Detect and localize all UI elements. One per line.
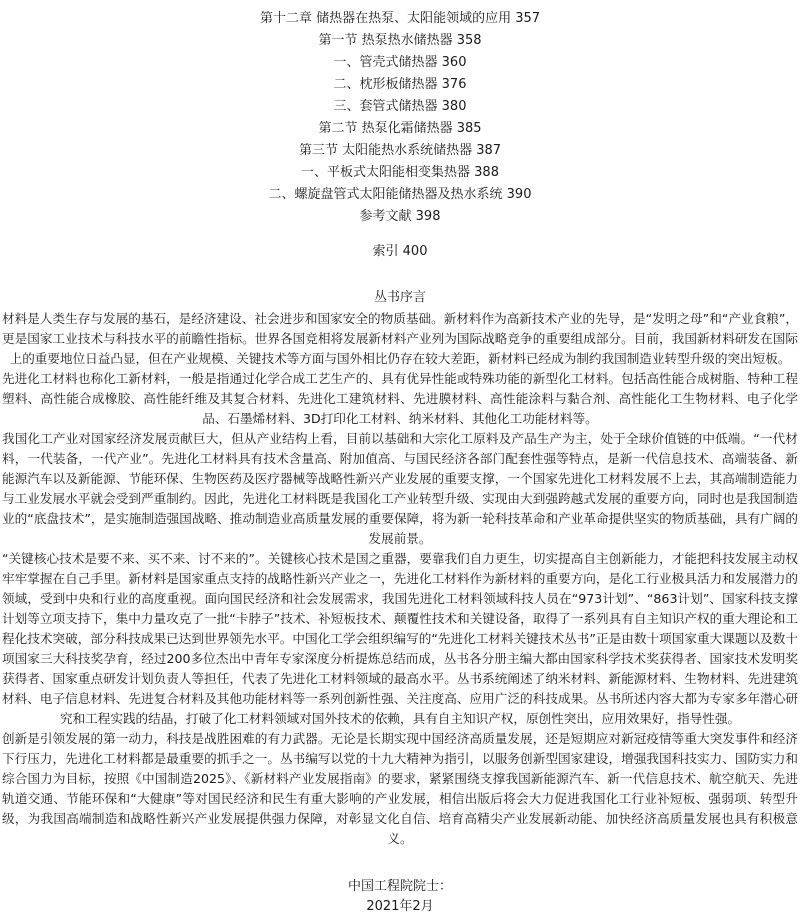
toc-entry-item-1: 一、管壳式储热器 360 [333, 55, 467, 70]
toc-entry-item-5: 二、螺旋盘管式太阳能储热器及热水系统 390 [268, 187, 532, 202]
preface-title: 丛书序言 [373, 290, 426, 305]
toc-entry-item-4: 一、平板式太阳能相变集热器 388 [301, 165, 499, 180]
preface-paragraph: 先进化工材料也称化工新材料，一般是指通过化学合成工艺生产的、具有优异性能或特殊功能的新型化工材料。包括高性能合成树脂、特种工程塑料、高性能合成橡胶、高性能纤维及其复合材料、先进化工建筑材料、先进膜材料、高性能涂料与黏合剂、高性能化工生物材料、电子化学品、石墨烯材料、3D打印化工材料、纳米材料、其他化工功能材料等。 [2, 371, 798, 426]
toc-entry-item-2: 二、枕形板储热器 376 [333, 77, 467, 92]
toc-entry-chapter-12: 第十二章 储热器在热泵、太阳能领域的应用 357 [259, 11, 541, 26]
preface-paragraph: 材料是人类生存与发展的基石，是经济建设、社会进步和国家安全的物质基础。新材料作为高新技术产业的先导，是“发明之母”和“产业食粮”，更是国家工业技术与科技水平的前瞻性指标。世界各国竞相将发展新材料产业列为国际战略竞争的重要组成部分。目前，我国新材料研发在国际上的重要地位日益凸显，但在产业规模、关键技术等方面与国外相比仍存在较大差距，新材料已经成为制约我国制造业转型升级的突出短板。 [2, 311, 798, 366]
toc-entry-index: 索引 400 [372, 244, 428, 259]
preface-paragraph: 我国化工产业对国家经济发展贡献巨大，但从产业结构上看，目前以基础和大宗化工原料及产品生产为主，处于全球价值链的中低端。“一代材料，一代装备，一代产业”。先进化工材料具有技术含量高、附加值高、与国民经济各部门配套性强等特点，是新一代信息技术、高端装备、新能源汽车以及新能源、节能环保、生物医药及医疗器械等战略性新兴产业发展的重要支撑，一个国家先进化工材料发展不上去，其高端制造能力与工业发展水平就会受到严重制约。因此，先进化工材料既是我国化工产业转型升级、实现由大到强跨越式发展的重要方向，同时也是我国制造业的“底盘技术”，是实施制造强国战略、推动制造业高质量发展的重要保障，将为新一轮科技革命和产业革命提供坚实的物质基础，具有广阔的发展前景。 [2, 431, 798, 546]
toc-entry-section-2: 第二节 热泵化霜储热器 385 [318, 121, 482, 136]
toc-entry-section-3: 第三节 太阳能热水系统储热器 387 [298, 143, 502, 158]
toc-entry-item-3: 三、套管式储热器 380 [333, 99, 467, 114]
toc-entry-references: 参考文献 398 [359, 209, 441, 224]
toc-entry-section-1: 第一节 热泵热水储热器 358 [318, 33, 482, 48]
table-of-contents [2, 8, 798, 228]
preface-signature: 中国工程院院士： [347, 879, 452, 894]
preface-paragraph: 创新是引领发展的第一动力，科技是战胜困难的有力武器。无论是长期实现中国经济高质量发展，还是短期应对新冠疫情等重大突发事件和经济下行压力，先进化工材料都是最重要的抓手之一。丛书编写以党的十九大精神为指引，以服务创新型国家建设，增强我国科技实力、国防实力和综合国力为目标，按照《中国制造2025》、《新材料产业发展指南》的要求，紧紧围绕支撑我国新能源汽车、新一代信息技术、航空航天、先进轨道交通、节能环保和“大健康”等对国民经济和民生有重大影响的产业发展，相信出版后将会大力促进我国化工行业补短板、强弱项、转型升级，为我国高端制造和战略性新兴产业发展提供强力保障，对彰显文化自信、培育高精尖产业发展新动能、加快经济高质量发展也具有积极意义。 [2, 731, 798, 846]
preface-date: 2021年2月 [366, 899, 434, 914]
preface-paragraph: “关键核心技术是要不来、买不来、讨不来的”。关键核心技术是国之重器，要靠我们自力更生，切实提高自主创新能力，才能把科技发展主动权牢牢掌握在自己手里。新材料是国家重点支持的战略性新兴产业之一，先进化工材料作为新材料的重要方向，是化工行业极具活力和发展潜力的领域，受到中央和行业的高度重视。面向国民经济和社会发展需求，我国先进化工材料领域科技人员在“973计划”、“863计划”、国家科技支撑计划等立项支持下，集中力量攻克了一批“卡脖子”技术、补短板技术、颠覆性技术和关键设备，取得了一系列具有自主知识产权的重大理论和工程化技术突破，部分科技成果已达到世界领先水平。中国化工学会组织编写的“先进化工材料关键技术丛书”正是由数十项国家重大课题以及数十项国家三大科技奖孕育，经过200多位杰出中青年专家深度分析提炼总结而成，丛书各分册主编大都由国家科学技术奖获得者、国家技术发明奖获得者、国家重点研发计划负责人等担任，代表了先进化工材料领域的最高水平。丛书系统阐述了纳米材料、新能源材料、生物材料、先进建筑材料、电子信息材料、先进复合材料及其他功能材料等一系列创新性强、关注度高、应用广泛的科技成果。丛书所述内容大都为专家多年潜心研究和工程实践的结晶，打破了化工材料领域对国外技术的依赖，具有自主知识产权，原创性突出，应用效果好，指导性强。 [2, 551, 798, 726]
